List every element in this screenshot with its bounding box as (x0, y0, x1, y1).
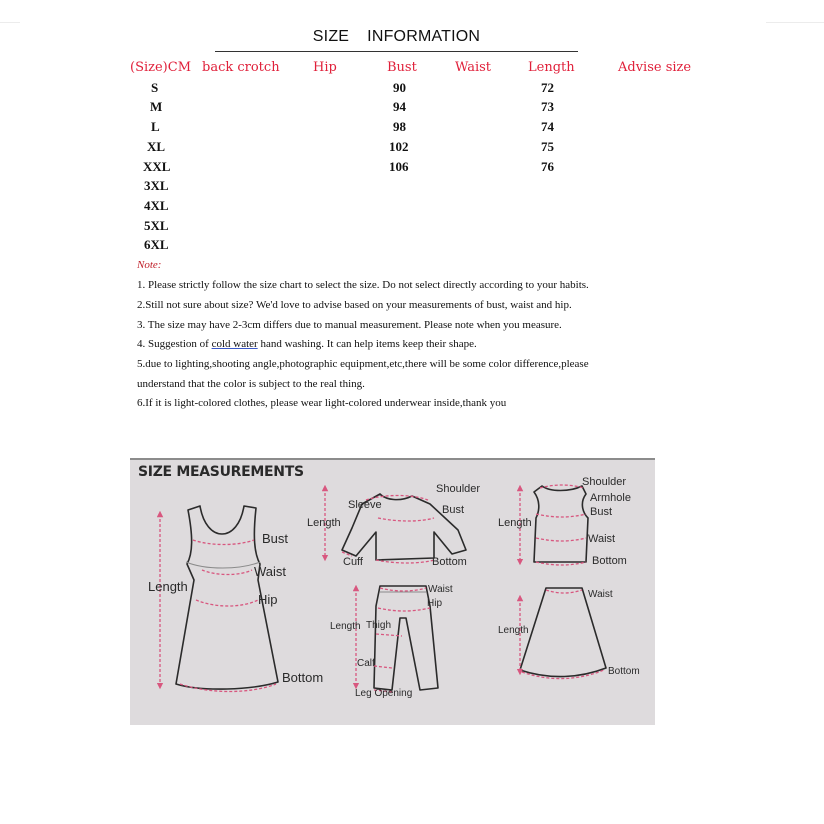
note-title: Note: (137, 259, 162, 271)
tank-label-length: Length (498, 517, 532, 529)
note-5-line-1: 5.due to lighting,shooting angle,photographic equipment,etc,there will be some color difference,please (137, 358, 589, 370)
header-hip: Hip (313, 60, 337, 75)
header-size-cm: (Size)CM (130, 60, 192, 75)
shirt-label-bottom: Bottom (432, 556, 467, 568)
dress-label-hip: Hip (258, 592, 278, 607)
pants-label-thigh: Thigh (366, 620, 392, 631)
top-edge-rule-right (766, 22, 824, 23)
title-underline (215, 51, 578, 52)
header-length: Length (528, 60, 575, 75)
pants-label-hip: Hip (427, 598, 443, 609)
top-edge-rule-left (0, 22, 20, 23)
size-cell: S (151, 80, 159, 95)
size-cell: 5XL (144, 218, 169, 233)
note-5-line-2: understand that the color is subject to the real thing. (137, 378, 365, 390)
shirt-label-bust: Bust (442, 504, 465, 516)
size-cell: XXL (143, 159, 171, 174)
bust-cell: 98 (393, 119, 406, 134)
pants-label-leg-opening: Leg Opening (355, 688, 413, 699)
shirt-label-sleeve: Sleeve (348, 499, 382, 511)
tank-label-armhole: Armhole (590, 492, 631, 504)
tank-label-bust: Bust (590, 506, 613, 518)
header-advise-size: Advise size (618, 60, 692, 75)
size-cell: 3XL (144, 178, 169, 193)
note-1: 1. Please strictly follow the size chart to select the size. Do not select directly according to your habits. (137, 279, 589, 291)
size-cell: 4XL (144, 198, 169, 213)
size-measurements-title: SIZE MEASUREMENTS (138, 464, 304, 480)
header-back-crotch: back crotch (202, 60, 280, 75)
note-4-suffix: hand washing. It can help items keep their shape. (257, 338, 477, 350)
title-word-information: INFORMATION (367, 28, 481, 45)
length-cell: 76 (541, 159, 554, 174)
note-3: 3. The size may have 2-3cm differs due to manual measurement. Please note when you measure. (137, 319, 562, 331)
title-word-size: SIZE (312, 28, 350, 45)
garment-illustrations (130, 458, 655, 725)
note-6: 6.If it is light-colored clothes, please wear light-colored underwear inside,thank you (137, 397, 507, 409)
size-cell: M (150, 99, 163, 114)
length-cell: 72 (541, 80, 554, 95)
dress-label-waist: Waist (254, 564, 287, 579)
bust-cell: 102 (389, 139, 409, 154)
skirt-label-waist: Waist (588, 589, 613, 600)
pants-label-calf: Calf (357, 658, 375, 669)
length-cell: 75 (541, 139, 554, 154)
dress-label-bust: Bust (262, 531, 289, 546)
note-4-cold-water: cold water (211, 338, 258, 350)
bust-cell: 94 (393, 99, 406, 114)
skirt-illustration (520, 588, 606, 677)
shirt-label-cuff: Cuff (343, 556, 363, 568)
header-bust: Bust (387, 60, 417, 75)
tank-illustration (534, 486, 588, 562)
size-cell: 6XL (144, 237, 169, 252)
length-cell: 73 (541, 99, 554, 114)
pants-label-waist: Waist (428, 584, 453, 595)
shirt-label-shoulder: Shoulder (436, 483, 481, 495)
size-measurements-panel (130, 458, 655, 725)
size-cell: XL (147, 139, 166, 154)
note-2: 2.Still not sure about size? We'd love to advise based on your measurements of bust, waist and hip. (137, 299, 572, 311)
pants-label-length: Length (330, 621, 361, 632)
header-waist: Waist (455, 60, 492, 75)
tank-label-bottom: Bottom (592, 555, 627, 567)
dress-label-length: Length (148, 579, 188, 594)
page-title (215, 28, 578, 46)
length-cell: 74 (541, 119, 554, 134)
panel-top-border (130, 458, 655, 460)
size-cell: L (151, 119, 160, 134)
skirt-label-length: Length (498, 625, 529, 636)
bust-cell: 90 (393, 80, 406, 95)
bust-cell: 106 (389, 159, 409, 174)
note-4-prefix: 4. Suggestion of (137, 338, 212, 350)
skirt-label-bottom: Bottom (608, 666, 640, 677)
note-4 (137, 338, 477, 350)
tank-label-shoulder: Shoulder (582, 476, 627, 488)
shirt-label-length: Length (307, 517, 341, 529)
tank-label-waist: Waist (588, 533, 616, 545)
dress-label-bottom: Bottom (282, 670, 324, 685)
